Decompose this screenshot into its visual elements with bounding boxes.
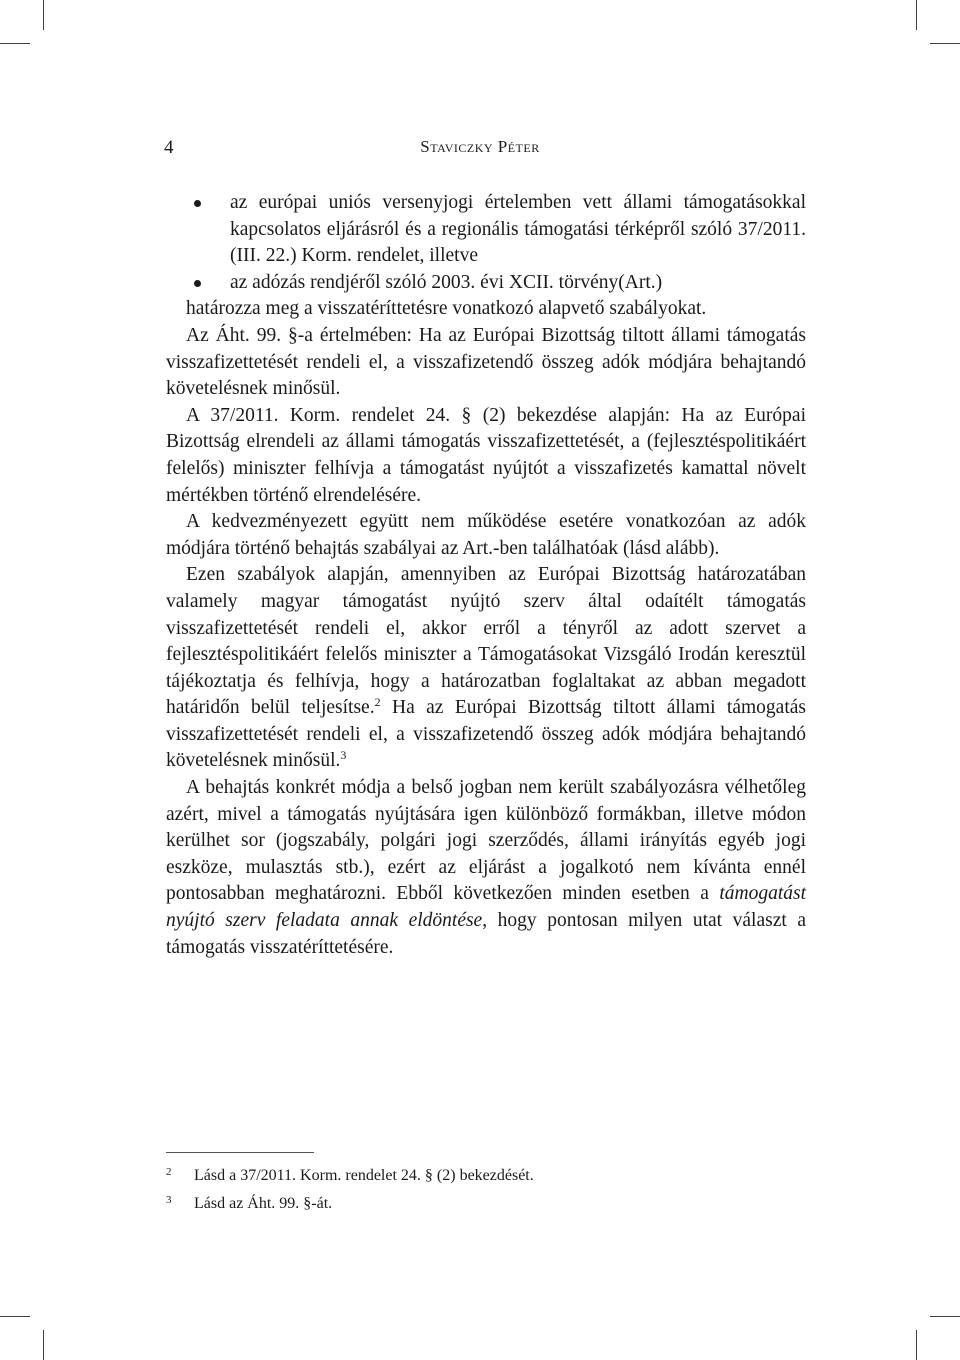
paragraph: Az Áht. 99. §-a értelmében: Ha az Európai Bizottság tiltott állami támogatás visszafizettetését rendeli el, a visszafizetendő összeg adók módjára behajtandó követelésnek minősül. xyxy=(166,324,806,400)
body-text xyxy=(166,190,806,961)
footnote-number: 2 xyxy=(166,1166,172,1178)
crop-mark xyxy=(930,1316,960,1317)
footnote-text: Lásd a 37/2011. Korm. rendelet 24. § (2) bekezdését. xyxy=(194,1167,534,1184)
footnote-separator xyxy=(166,1152,314,1153)
paragraph-text: A behajtás konkrét módja a belső jogban nem került szabályozásra vélhetőleg azért, mivel a támogatás nyújtására igen különböző formákban, illetve módon kerülhet sor (jogszabály, polgári jogi szerződés, állami irányítás egyéb jogi eszköze, mulasztás stb.), ezért az eljárást a jogalkotó nem kívánta ennél pontosabban meghatározni. Ebből következően minden esetben a xyxy=(166,777,806,905)
paragraph-text: Ezen szabályok alapján, amennyiben az Európai Bizottság határozatában valamely magyar támogatást nyújtó szerv által odaítélt támogatás visszafizettetését rendeli el, akkor erről a tényről az adott szervet a fejlesztéspolitikáért felelős miniszter a Támogatásokat Vizsgáló Irodán keresztül tájékoztatja és felhívja, hogy a határozatban foglaltakat az abban megadott határidőn belül teljesítse. xyxy=(166,564,806,719)
crop-mark xyxy=(0,1316,30,1317)
crop-mark xyxy=(916,0,917,30)
paragraph-text: Ha az Európai Bizottság tiltott állami támogatás visszafizettetését rendeli el, a visszafizetendő összeg adók módjára behajtandó követelésnek minősül. xyxy=(166,697,806,772)
footnote-ref[interactable]: 2 xyxy=(374,695,381,710)
crop-mark xyxy=(916,1330,917,1360)
emphasis-text: támogatást nyújtó szerv feladata annak eldöntése xyxy=(166,883,806,932)
paragraph: A 37/2011. Korm. rendelet 24. § (2) bekezdése alapján: Ha az Európai Bizottság elrendeli az állami támogatás visszafizettetését, a (fejlesztéspolitikáért felelős) miniszter felhívja a támogatást nyújtót a visszafizetés kamattal növelt mértékben történő elrendelésére. xyxy=(166,404,806,506)
bullet-text: az európai uniós versenyjogi értelemben vett állami támogatásokkal kapcsolatos eljárásról és a regionális támogatási térképről szóló 37/2011. (III. 22.) Korm. rendelet, illetve xyxy=(230,192,806,267)
footnote xyxy=(166,1162,806,1190)
crop-mark xyxy=(43,0,44,30)
crop-mark xyxy=(930,43,960,44)
page-number: 4 xyxy=(164,137,174,158)
bullet-item xyxy=(166,270,806,297)
running-head: Staviczky Péter xyxy=(420,137,540,156)
crop-mark xyxy=(0,43,30,44)
paragraph-text: , hogy pontosan milyen utat választ a támogatás visszatéríttetésére. xyxy=(166,910,806,958)
footnote xyxy=(166,1190,806,1218)
paragraph: A kedvezményezett együtt nem működése esetére vonatkozóan az adók módjára történő behajtás szabályai az Art.-ben találhatóak (lásd alább). xyxy=(166,511,806,559)
footnotes xyxy=(166,1162,806,1218)
crop-mark xyxy=(43,1330,44,1360)
footnote-text: Lásd az Áht. 99. §-át. xyxy=(194,1195,333,1212)
paragraph xyxy=(166,562,806,775)
footnote-number: 3 xyxy=(166,1194,172,1206)
bullet-icon xyxy=(194,200,201,207)
bullet-item xyxy=(166,190,806,270)
footnote-ref[interactable]: 3 xyxy=(340,748,347,763)
paragraph: határozza meg a visszatéríttetésre vonatkozó alapvető szabályokat. xyxy=(186,298,707,320)
bullet-icon xyxy=(194,280,201,287)
paragraph xyxy=(166,775,806,961)
bullet-text: az adózás rendjéről szóló 2003. évi XCII. törvény(Art.) xyxy=(230,271,663,293)
